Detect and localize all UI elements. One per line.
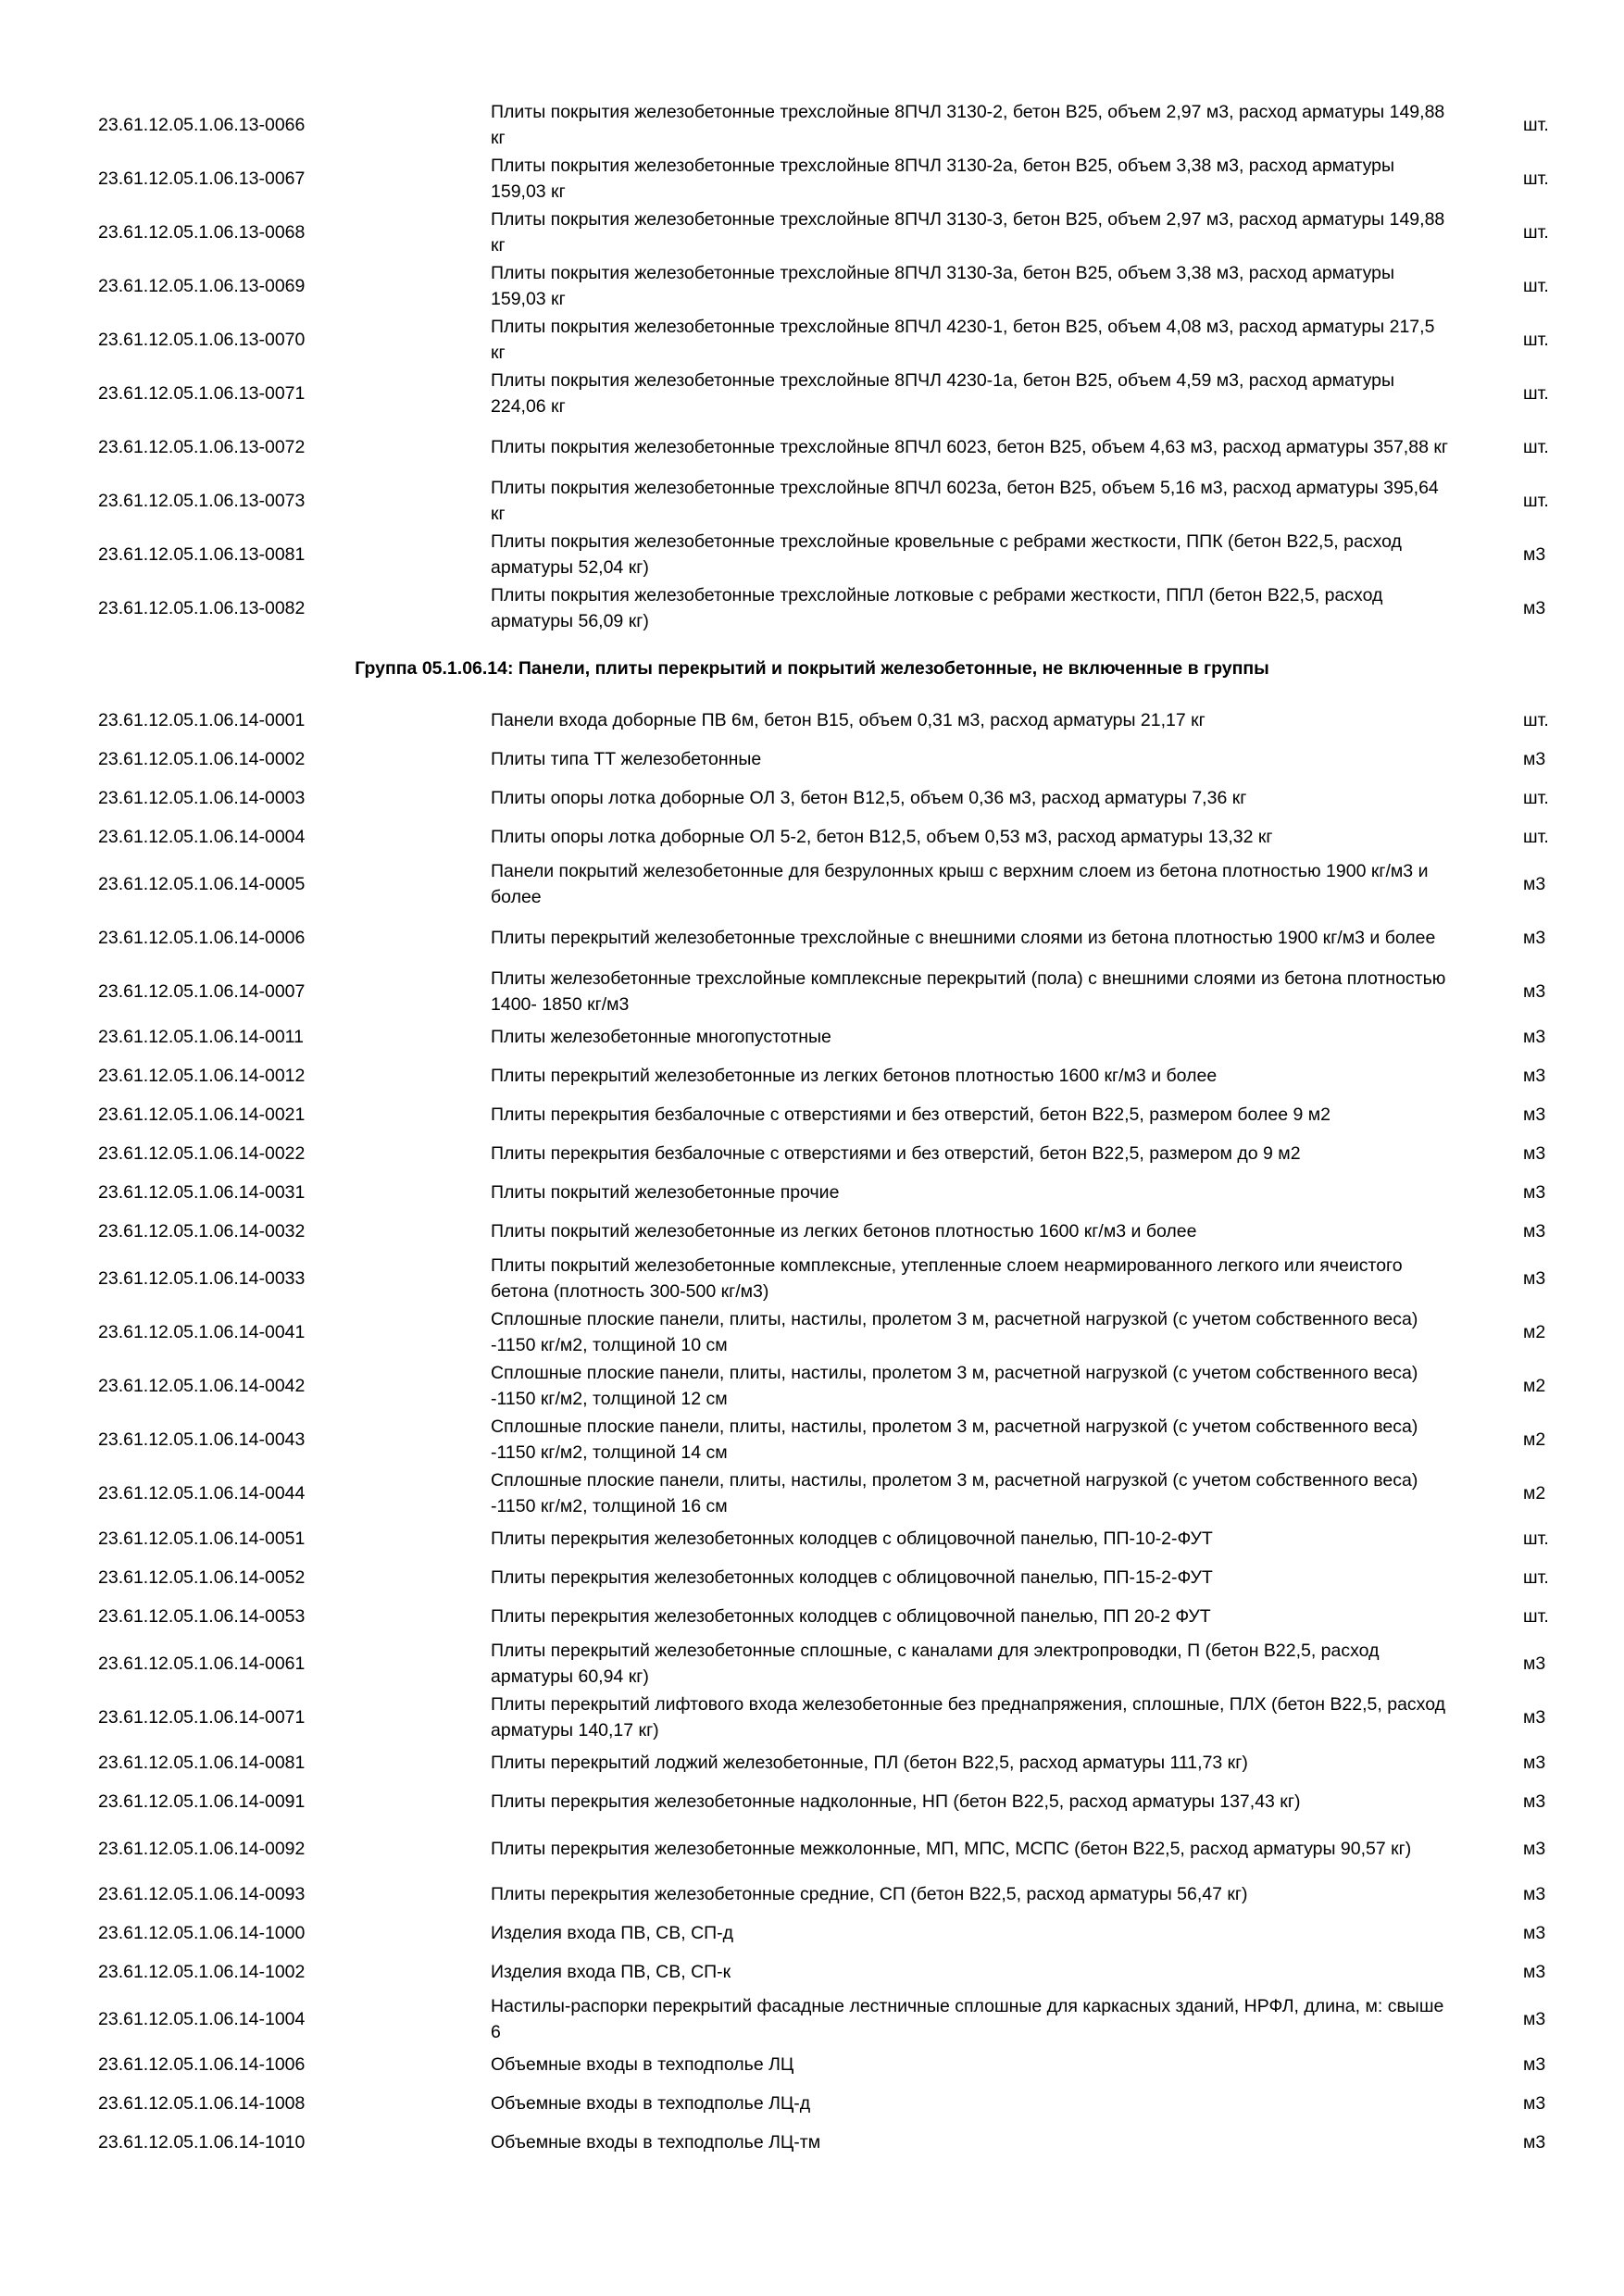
row-code: 23.61.12.05.1.06.14-0011 — [98, 1027, 304, 1047]
table-row — [0, 965, 1624, 1018]
row-unit: шт. — [1523, 1529, 1549, 1549]
row-code: 23.61.12.05.1.06.13-0070 — [98, 330, 306, 350]
row-name: Плиты типа ТТ железобетонные — [491, 749, 762, 769]
row-code: 23.61.12.05.1.06.14-1000 — [98, 1923, 306, 1943]
row-unit: м3 — [1523, 928, 1546, 948]
row-name: Плиты перекрытия железобетонных колодцев с облицовочной панелью, ПП-15-2-ФУТ — [491, 1567, 1213, 1588]
row-name: Плиты опоры лотка доборные ОЛ 3, бетон В12,5, объем 0,36 м3, расход арматуры 7,36 кг — [491, 788, 1247, 808]
row-name: Плиты перекрытий железобетонные трехслойные с внешними слоями из бетона плотностью 1900 кг/м3 и более — [491, 928, 1436, 948]
table-row — [0, 98, 1624, 152]
table-row — [0, 818, 1624, 855]
row-unit: м3 — [1523, 1027, 1546, 1047]
table-row — [0, 206, 1624, 259]
row-code: 23.61.12.05.1.06.13-0082 — [98, 598, 306, 618]
row-code: 23.61.12.05.1.06.14-1010 — [98, 2132, 306, 2152]
row-code: 23.61.12.05.1.06.13-0068 — [98, 222, 306, 243]
table-row — [0, 1520, 1624, 1557]
row-code: 23.61.12.05.1.06.14-0093 — [98, 1884, 306, 1904]
table-row — [0, 2046, 1624, 2083]
row-code: 23.61.12.05.1.06.13-0072 — [98, 437, 306, 457]
row-name: Плиты покрытия железобетонные трехслойные 8ПЧЛ 4230-1, бетон В25, объем 4,08 м3, расход арматуры 217,5 кг — [491, 317, 1435, 363]
row-code: 23.61.12.05.1.06.13-0081 — [98, 544, 306, 565]
table-row — [0, 1822, 1624, 1876]
row-unit: шт. — [1523, 222, 1549, 243]
table-row — [0, 1413, 1624, 1466]
table-row — [0, 702, 1624, 739]
row-unit: шт. — [1523, 1567, 1549, 1588]
row-unit: шт. — [1523, 330, 1549, 350]
table-row — [0, 1174, 1624, 1211]
row-code: 23.61.12.05.1.06.14-0044 — [98, 1483, 306, 1504]
row-unit: м3 — [1523, 1182, 1546, 1203]
row-name: Сплошные плоские панели, плиты, настилы, пролетом 3 м, расчетной нагрузкой (с учетом собственного веса) -1150 кг/м2, толщиной 14 см — [491, 1416, 1418, 1463]
row-name: Плиты покрытия железобетонные трехслойные 8ПЧЛ 3130-2а, бетон В25, объем 3,38 м3, расход арматуры 159,03 кг — [491, 156, 1395, 202]
row-name: Плиты перекрытия железобетонных колодцев с облицовочной панелью, ПП-10-2-ФУТ — [491, 1529, 1213, 1549]
row-name: Панели входа доборные ПВ 6м, бетон В15, объем 0,31 м3, расход арматуры 21,17 кг — [491, 710, 1206, 730]
row-name: Плиты перекрытий железобетонные сплошные, с каналами для электропроводки, П (бетон В22,5, расход арматуры 60,94 кг) — [491, 1641, 1380, 1687]
table-row — [0, 1637, 1624, 1691]
table-row — [0, 1359, 1624, 1413]
row-unit: м3 — [1523, 544, 1546, 565]
row-unit: шт. — [1523, 383, 1549, 404]
table-row — [0, 857, 1624, 911]
row-code: 23.61.12.05.1.06.13-0069 — [98, 276, 306, 296]
row-unit: м3 — [1523, 1839, 1546, 1859]
row-unit: шт. — [1523, 276, 1549, 296]
row-code: 23.61.12.05.1.06.14-0006 — [98, 928, 306, 948]
row-name: Плиты железобетонные многопустотные — [491, 1027, 831, 1047]
row-name: Плиты покрытия железобетонные трехслойные 8ПЧЛ 3130-3а, бетон В25, объем 3,38 м3, расход арматуры 159,03 кг — [491, 263, 1395, 309]
row-unit: м3 — [1523, 1143, 1546, 1164]
row-unit: м3 — [1523, 1221, 1546, 1242]
table-row — [0, 1305, 1624, 1359]
row-name: Плиты покрытий железобетонные из легких бетонов плотностью 1600 кг/м3 и более — [491, 1221, 1197, 1242]
table-row — [0, 1691, 1624, 1744]
table-row — [0, 1598, 1624, 1635]
row-unit: шт. — [1523, 1606, 1549, 1627]
table-row — [0, 1953, 1624, 1990]
table-row — [0, 1783, 1624, 1820]
row-name: Плиты перекрытия железобетонных колодцев с облицовочной панелью, ПП 20-2 ФУТ — [491, 1606, 1211, 1627]
row-unit: м3 — [1523, 749, 1546, 769]
row-name: Плиты перекрытий железобетонные из легких бетонов плотностью 1600 кг/м3 и более — [491, 1066, 1218, 1086]
group-heading: Группа 05.1.06.14: Панели, плиты перекрытий и покрытий железобетонные, не включенные в группы — [355, 658, 1269, 679]
row-code: 23.61.12.05.1.06.14-0002 — [98, 749, 306, 769]
row-code: 23.61.12.05.1.06.14-0004 — [98, 827, 306, 847]
row-code: 23.61.12.05.1.06.14-0081 — [98, 1753, 306, 1773]
row-name: Плиты перекрытия безбалочные с отверстиями и без отверстий, бетон В22,5, размером до 9 м2 — [491, 1143, 1301, 1164]
row-name: Плиты покрытия железобетонные трехслойные 8ПЧЛ 6023, бетон В25, объем 4,63 м3, расход арматуры 357,88 кг — [491, 437, 1448, 457]
row-unit: м3 — [1523, 981, 1546, 1002]
row-name: Изделия входа ПВ, СВ, СП-к — [491, 1962, 731, 1982]
row-code: 23.61.12.05.1.06.14-0071 — [98, 1707, 306, 1728]
row-code: 23.61.12.05.1.06.14-0043 — [98, 1429, 306, 1450]
row-name: Объемные входы в техподполье ЛЦ-тм — [491, 2132, 821, 2152]
row-unit: м3 — [1523, 1268, 1546, 1289]
row-unit: м2 — [1523, 1483, 1546, 1504]
row-name: Плиты покрытия железобетонные трехслойные 8ПЧЛ 6023а, бетон В25, объем 5,16 м3, расход арматуры 395,64 кг — [491, 478, 1439, 524]
row-name: Плиты перекрытий лифтового входа железобетонные без преднапряжения, сплошные, ПЛХ (бетон В22,5, расход арматуры 140,17 кг) — [491, 1694, 1445, 1741]
row-code: 23.61.12.05.1.06.13-0073 — [98, 491, 306, 511]
table-row — [0, 2124, 1624, 2161]
row-unit: шт. — [1523, 491, 1549, 511]
row-name: Плиты покрытия железобетонные трехслойные 8ПЧЛ 4230-1а, бетон В25, объем 4,59 м3, расход арматуры 224,06 кг — [491, 370, 1395, 417]
row-code: 23.61.12.05.1.06.14-0021 — [98, 1104, 306, 1125]
row-unit: шт. — [1523, 115, 1549, 135]
table-row — [0, 1992, 1624, 2046]
row-unit: м2 — [1523, 1376, 1546, 1396]
row-unit: м3 — [1523, 1791, 1546, 1812]
table-row — [0, 1252, 1624, 1305]
row-name: Сплошные плоские панели, плиты, настилы, пролетом 3 м, расчетной нагрузкой (с учетом собственного веса) -1150 кг/м2, толщиной 16 см — [491, 1470, 1418, 1516]
table-row — [0, 1744, 1624, 1781]
row-unit: шт. — [1523, 710, 1549, 730]
table-row — [0, 1466, 1624, 1520]
row-unit: шт. — [1523, 788, 1549, 808]
row-unit: м2 — [1523, 1429, 1546, 1450]
row-unit: м3 — [1523, 598, 1546, 618]
row-unit: м3 — [1523, 1653, 1546, 1674]
row-unit: м3 — [1523, 1962, 1546, 1982]
row-unit: шт. — [1523, 827, 1549, 847]
row-unit: м3 — [1523, 2093, 1546, 2114]
table-row — [0, 1096, 1624, 1133]
row-unit: м3 — [1523, 1707, 1546, 1728]
row-code: 23.61.12.05.1.06.14-0003 — [98, 788, 306, 808]
row-code: 23.61.12.05.1.06.14-0053 — [98, 1606, 306, 1627]
table-row — [0, 420, 1624, 474]
table-row — [0, 911, 1624, 965]
row-code: 23.61.12.05.1.06.14-0042 — [98, 1376, 306, 1396]
table-row — [0, 474, 1624, 528]
row-name: Сплошные плоские панели, плиты, настилы, пролетом 3 м, расчетной нагрузкой (с учетом собственного веса) -1150 кг/м2, толщиной 12 см — [491, 1363, 1418, 1409]
row-code: 23.61.12.05.1.06.14-0091 — [98, 1791, 306, 1812]
row-code: 23.61.12.05.1.06.14-0052 — [98, 1567, 306, 1588]
table-row — [0, 1915, 1624, 1952]
row-code: 23.61.12.05.1.06.14-0005 — [98, 874, 306, 894]
row-code: 23.61.12.05.1.06.14-0022 — [98, 1143, 306, 1164]
row-code: 23.61.12.05.1.06.14-0001 — [98, 710, 306, 730]
row-code: 23.61.12.05.1.06.14-1006 — [98, 2054, 306, 2075]
row-code: 23.61.12.05.1.06.14-0012 — [98, 1066, 306, 1086]
row-unit: м3 — [1523, 1066, 1546, 1086]
row-unit: м3 — [1523, 1753, 1546, 1773]
row-name: Плиты покрытий железобетонные комплексные, утепленные слоем неармированного легкого или ячеистого бетона (плотность 300-500 кг/м3) — [491, 1255, 1403, 1302]
row-code: 23.61.12.05.1.06.13-0071 — [98, 383, 306, 404]
row-code: 23.61.12.05.1.06.13-0066 — [98, 115, 306, 135]
table-row — [0, 1559, 1624, 1596]
row-code: 23.61.12.05.1.06.14-0041 — [98, 1322, 306, 1342]
row-name: Плиты перекрытий лоджий железобетонные, ПЛ (бетон В22,5, расход арматуры 111,73 кг) — [491, 1753, 1248, 1773]
table-row — [0, 581, 1624, 635]
row-name: Плиты перекрытия железобетонные средние, СП (бетон В22,5, расход арматуры 56,47 кг) — [491, 1884, 1248, 1904]
row-code: 23.61.12.05.1.06.14-0051 — [98, 1529, 306, 1549]
row-name: Плиты перекрытия железобетонные надколонные, НП (бетон В22,5, расход арматуры 137,43 кг) — [491, 1791, 1301, 1812]
table-row — [0, 1135, 1624, 1172]
row-unit: шт. — [1523, 168, 1549, 189]
row-name: Настилы-распорки перекрытий фасадные лестничные сплошные для каркасных зданий, НРФЛ, длина, м: свыше 6 — [491, 1996, 1444, 2042]
table-row — [0, 152, 1624, 206]
row-name: Плиты железобетонные трехслойные комплексные перекрытий (пола) с внешними слоями из бетона плотностью 1400- 1850 кг/м3 — [491, 968, 1446, 1015]
table-row — [0, 1876, 1624, 1913]
row-code: 23.61.12.05.1.06.14-0031 — [98, 1182, 306, 1203]
table-row — [0, 528, 1624, 581]
row-name: Объемные входы в техподполье ЛЦ-д — [491, 2093, 811, 2114]
row-code: 23.61.12.05.1.06.14-1002 — [98, 1962, 306, 1982]
row-code: 23.61.12.05.1.06.13-0067 — [98, 168, 306, 189]
row-name: Сплошные плоские панели, плиты, настилы, пролетом 3 м, расчетной нагрузкой (с учетом собственного веса) -1150 кг/м2, толщиной 10 см — [491, 1309, 1418, 1355]
table-row — [0, 259, 1624, 313]
row-unit: м3 — [1523, 2009, 1546, 2029]
table-row — [0, 1018, 1624, 1055]
row-unit: м3 — [1523, 2132, 1546, 2152]
row-unit: шт. — [1523, 437, 1549, 457]
row-code: 23.61.12.05.1.06.14-0007 — [98, 981, 306, 1002]
table-row — [0, 367, 1624, 420]
row-unit: м3 — [1523, 1884, 1546, 1904]
row-code: 23.61.12.05.1.06.14-0033 — [98, 1268, 306, 1289]
row-name: Плиты покрытия железобетонные трехслойные лотковые с ребрами жесткости, ППЛ (бетон В22,5, расход арматуры 56,09 кг) — [491, 585, 1383, 631]
row-code: 23.61.12.05.1.06.14-1004 — [98, 2009, 306, 2029]
row-unit: м3 — [1523, 1923, 1546, 1943]
row-name: Плиты покрытия железобетонные трехслойные кровельные с ребрами жесткости, ППК (бетон В22,5, расход арматуры 52,04 кг) — [491, 531, 1402, 578]
row-name: Плиты покрытия железобетонные трехслойные 8ПЧЛ 3130-2, бетон В25, объем 2,97 м3, расход арматуры 149,88 кг — [491, 102, 1445, 148]
table-row — [0, 313, 1624, 367]
table-row — [0, 1213, 1624, 1250]
table-row — [0, 2085, 1624, 2122]
row-code: 23.61.12.05.1.06.14-0061 — [98, 1653, 306, 1674]
row-name: Изделия входа ПВ, СВ, СП-д — [491, 1923, 734, 1943]
row-unit: м3 — [1523, 874, 1546, 894]
row-unit: м2 — [1523, 1322, 1546, 1342]
row-code: 23.61.12.05.1.06.14-0032 — [98, 1221, 306, 1242]
row-name: Плиты покрытия железобетонные трехслойные 8ПЧЛ 3130-3, бетон В25, объем 2,97 м3, расход арматуры 149,88 кг — [491, 209, 1445, 256]
row-name: Панели покрытий железобетонные для безрулонных крыш с верхним слоем из бетона плотностью 1900 кг/м3 и более — [491, 861, 1429, 907]
table-row — [0, 741, 1624, 778]
table-row — [0, 780, 1624, 817]
row-code: 23.61.12.05.1.06.14-1008 — [98, 2093, 306, 2114]
row-name: Объемные входы в техподполье ЛЦ — [491, 2054, 794, 2075]
row-unit: м3 — [1523, 1104, 1546, 1125]
row-unit: м3 — [1523, 2054, 1546, 2075]
row-code: 23.61.12.05.1.06.14-0092 — [98, 1839, 306, 1859]
table-row — [0, 1057, 1624, 1094]
row-name: Плиты опоры лотка доборные ОЛ 5-2, бетон В12,5, объем 0,53 м3, расход арматуры 13,32 кг — [491, 827, 1273, 847]
row-name: Плиты покрытий железобетонные прочие — [491, 1182, 840, 1203]
row-name: Плиты перекрытия железобетонные межколонные, МП, МПС, МСПС (бетон В22,5, расход арматуры 90,57 кг) — [491, 1839, 1412, 1859]
row-name: Плиты перекрытия безбалочные с отверстиями и без отверстий, бетон В22,5, размером более 9 м2 — [491, 1104, 1330, 1125]
